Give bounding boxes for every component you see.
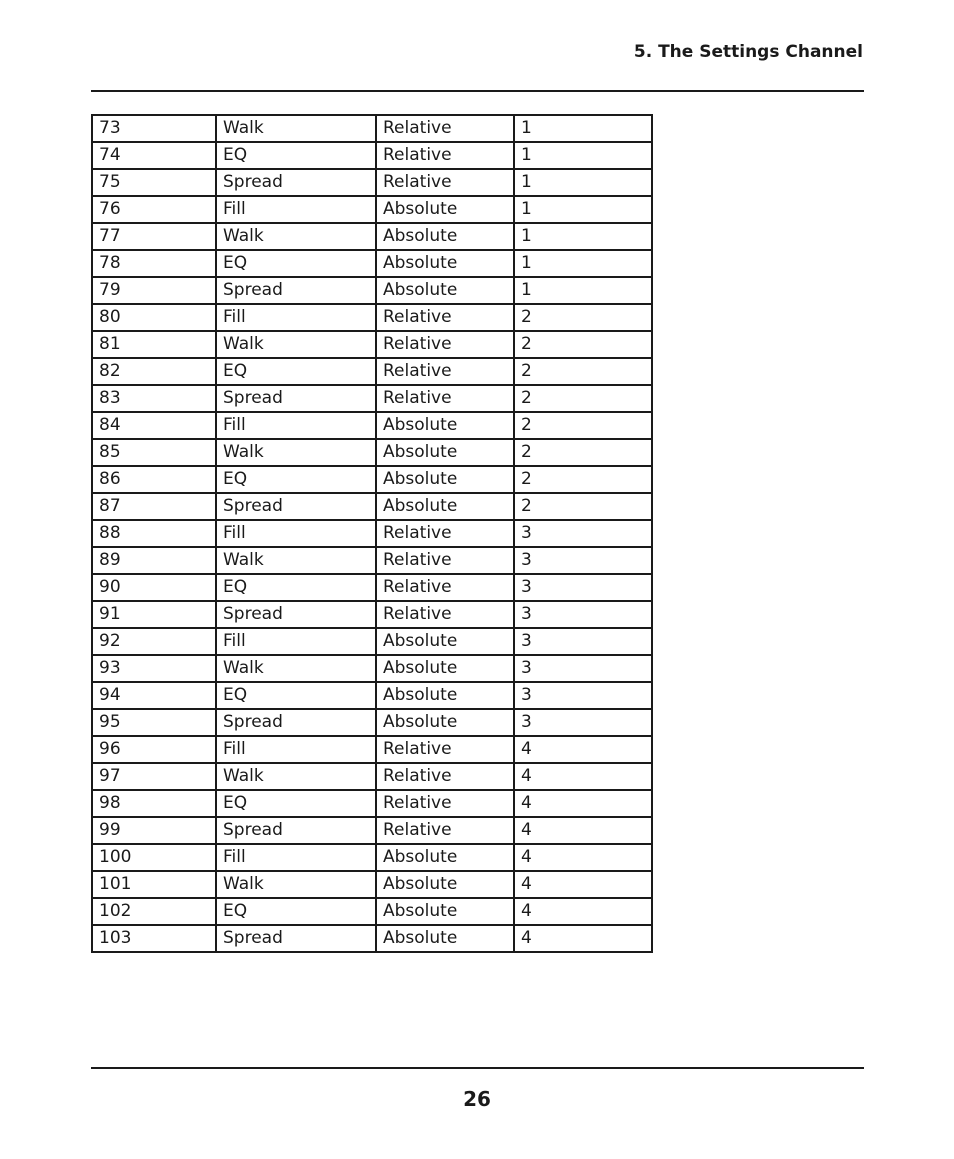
cell-value: 4: [514, 871, 652, 898]
cell-value: 2: [514, 358, 652, 385]
cell-value: 2: [514, 493, 652, 520]
cell-number: 96: [92, 736, 216, 763]
table-row: [92, 547, 652, 574]
cell-type: Spread: [216, 385, 376, 412]
cell-value: 2: [514, 331, 652, 358]
cell-number: 85: [92, 439, 216, 466]
cell-number: 93: [92, 655, 216, 682]
cell-mode: Relative: [376, 547, 514, 574]
cell-value: 3: [514, 547, 652, 574]
cell-type: Fill: [216, 412, 376, 439]
cell-type: EQ: [216, 682, 376, 709]
settings-table: [91, 114, 653, 953]
cell-number: 77: [92, 223, 216, 250]
cell-mode: Relative: [376, 601, 514, 628]
cell-value: 1: [514, 223, 652, 250]
cell-type: Fill: [216, 304, 376, 331]
cell-type: Fill: [216, 520, 376, 547]
cell-type: Walk: [216, 871, 376, 898]
cell-mode: Absolute: [376, 277, 514, 304]
cell-type: EQ: [216, 466, 376, 493]
table-row: [92, 169, 652, 196]
cell-number: 80: [92, 304, 216, 331]
table-row: [92, 655, 652, 682]
cell-number: 94: [92, 682, 216, 709]
cell-type: Walk: [216, 547, 376, 574]
cell-type: Fill: [216, 736, 376, 763]
cell-type: Walk: [216, 763, 376, 790]
cell-value: 4: [514, 844, 652, 871]
cell-type: Fill: [216, 844, 376, 871]
cell-type: Spread: [216, 169, 376, 196]
cell-value: 1: [514, 142, 652, 169]
cell-number: 103: [92, 925, 216, 952]
cell-mode: Absolute: [376, 898, 514, 925]
cell-value: 1: [514, 169, 652, 196]
cell-value: 4: [514, 763, 652, 790]
cell-type: EQ: [216, 898, 376, 925]
cell-mode: Absolute: [376, 655, 514, 682]
cell-value: 3: [514, 709, 652, 736]
table-row: [92, 304, 652, 331]
cell-number: 75: [92, 169, 216, 196]
cell-mode: Relative: [376, 115, 514, 142]
table-row: [92, 223, 652, 250]
table-row: [92, 925, 652, 952]
cell-number: 73: [92, 115, 216, 142]
cell-number: 100: [92, 844, 216, 871]
cell-mode: Absolute: [376, 844, 514, 871]
table-row: [92, 736, 652, 763]
cell-value: 3: [514, 655, 652, 682]
cell-value: 3: [514, 628, 652, 655]
cell-number: 86: [92, 466, 216, 493]
table-row: [92, 331, 652, 358]
cell-type: Walk: [216, 223, 376, 250]
cell-mode: Absolute: [376, 709, 514, 736]
section-title: 5. The Settings Channel: [633, 42, 863, 62]
cell-mode: Absolute: [376, 871, 514, 898]
cell-type: EQ: [216, 250, 376, 277]
table-row: [92, 682, 652, 709]
cell-number: 88: [92, 520, 216, 547]
cell-value: 2: [514, 412, 652, 439]
cell-number: 79: [92, 277, 216, 304]
cell-value: 1: [514, 277, 652, 304]
table-row: [92, 817, 652, 844]
cell-value: 4: [514, 736, 652, 763]
table-row: [92, 520, 652, 547]
cell-value: 3: [514, 574, 652, 601]
header-divider: [91, 90, 864, 92]
cell-mode: Absolute: [376, 412, 514, 439]
table-row: [92, 628, 652, 655]
cell-value: 4: [514, 925, 652, 952]
table-row: [92, 871, 652, 898]
table-row: [92, 844, 652, 871]
table-row: [92, 142, 652, 169]
table-row: [92, 574, 652, 601]
cell-number: 76: [92, 196, 216, 223]
cell-number: 92: [92, 628, 216, 655]
cell-mode: Relative: [376, 520, 514, 547]
cell-number: 84: [92, 412, 216, 439]
table-row: [92, 466, 652, 493]
cell-mode: Absolute: [376, 196, 514, 223]
cell-number: 101: [92, 871, 216, 898]
cell-mode: Absolute: [376, 628, 514, 655]
cell-number: 82: [92, 358, 216, 385]
cell-value: 2: [514, 385, 652, 412]
cell-value: 4: [514, 817, 652, 844]
page-number: 26: [463, 1087, 491, 1111]
cell-mode: Absolute: [376, 439, 514, 466]
cell-value: 3: [514, 520, 652, 547]
table-row: [92, 358, 652, 385]
table-row: [92, 412, 652, 439]
cell-type: Walk: [216, 331, 376, 358]
cell-type: Walk: [216, 439, 376, 466]
cell-number: 83: [92, 385, 216, 412]
cell-mode: Relative: [376, 574, 514, 601]
cell-value: 3: [514, 601, 652, 628]
cell-mode: Relative: [376, 817, 514, 844]
table-row: [92, 601, 652, 628]
table-row: [92, 250, 652, 277]
cell-mode: Absolute: [376, 682, 514, 709]
cell-number: 98: [92, 790, 216, 817]
cell-type: EQ: [216, 358, 376, 385]
table-row: [92, 898, 652, 925]
settings-table-body: [92, 115, 652, 952]
cell-mode: Relative: [376, 142, 514, 169]
table-row: [92, 709, 652, 736]
cell-value: 2: [514, 466, 652, 493]
cell-number: 95: [92, 709, 216, 736]
cell-mode: Relative: [376, 736, 514, 763]
cell-value: 3: [514, 682, 652, 709]
cell-mode: Relative: [376, 169, 514, 196]
cell-mode: Relative: [376, 304, 514, 331]
cell-mode: Relative: [376, 763, 514, 790]
cell-mode: Relative: [376, 331, 514, 358]
cell-value: 1: [514, 115, 652, 142]
cell-type: EQ: [216, 142, 376, 169]
cell-mode: Relative: [376, 385, 514, 412]
cell-mode: Relative: [376, 358, 514, 385]
cell-mode: Absolute: [376, 925, 514, 952]
cell-number: 99: [92, 817, 216, 844]
cell-value: 4: [514, 898, 652, 925]
cell-type: EQ: [216, 574, 376, 601]
cell-type: EQ: [216, 790, 376, 817]
table-row: [92, 763, 652, 790]
cell-number: 81: [92, 331, 216, 358]
cell-type: Spread: [216, 493, 376, 520]
cell-number: 78: [92, 250, 216, 277]
footer-divider: [91, 1067, 864, 1069]
table-row: [92, 196, 652, 223]
cell-mode: Absolute: [376, 493, 514, 520]
cell-value: 2: [514, 439, 652, 466]
cell-number: 87: [92, 493, 216, 520]
cell-number: 91: [92, 601, 216, 628]
table-row: [92, 277, 652, 304]
cell-type: Spread: [216, 925, 376, 952]
cell-mode: Absolute: [376, 466, 514, 493]
cell-value: 2: [514, 304, 652, 331]
cell-number: 97: [92, 763, 216, 790]
cell-type: Walk: [216, 115, 376, 142]
cell-type: Spread: [216, 601, 376, 628]
cell-type: Fill: [216, 196, 376, 223]
table-row: [92, 790, 652, 817]
cell-type: Fill: [216, 628, 376, 655]
cell-number: 89: [92, 547, 216, 574]
table-row: [92, 115, 652, 142]
table-row: [92, 493, 652, 520]
cell-value: 1: [514, 250, 652, 277]
cell-number: 102: [92, 898, 216, 925]
cell-mode: Relative: [376, 790, 514, 817]
cell-mode: Absolute: [376, 223, 514, 250]
cell-type: Spread: [216, 277, 376, 304]
cell-number: 90: [92, 574, 216, 601]
cell-number: 74: [92, 142, 216, 169]
cell-type: Walk: [216, 655, 376, 682]
cell-type: Spread: [216, 817, 376, 844]
table-row: [92, 439, 652, 466]
cell-value: 1: [514, 196, 652, 223]
cell-type: Spread: [216, 709, 376, 736]
table-row: [92, 385, 652, 412]
cell-mode: Absolute: [376, 250, 514, 277]
cell-value: 4: [514, 790, 652, 817]
